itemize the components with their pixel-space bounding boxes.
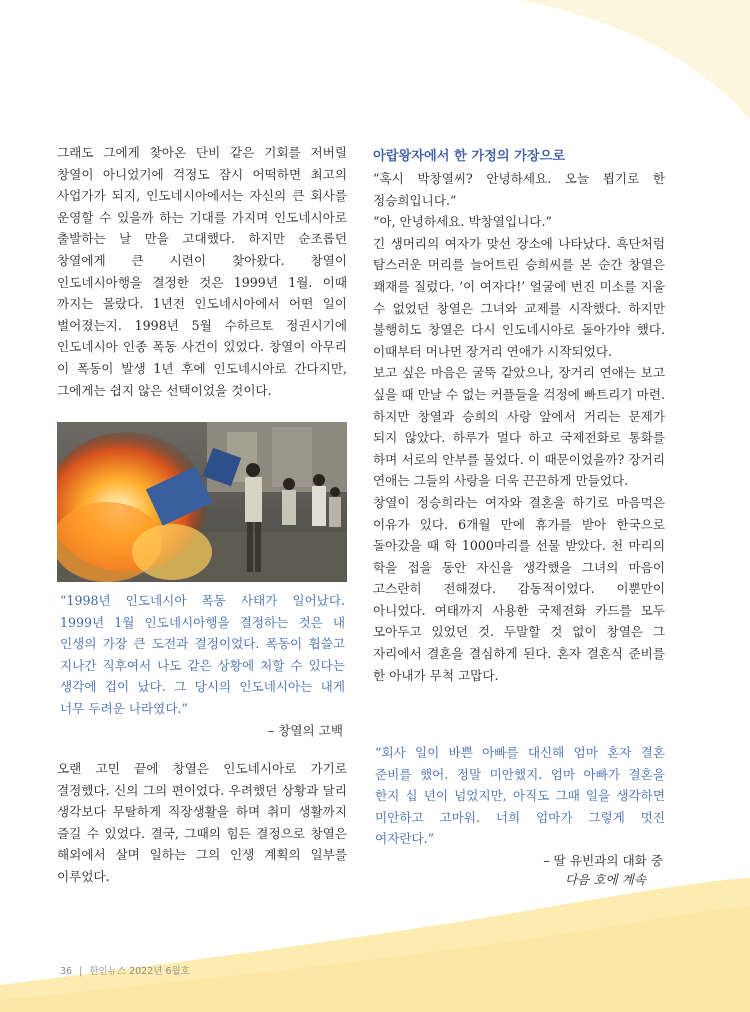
continued-note: 다음 호에 계속 (565, 872, 646, 887)
riot-photo (57, 422, 347, 582)
right-paragraph: “아, 안녕하세요. 박창열입니다.” (373, 214, 552, 230)
riot-photo-illustration (57, 422, 347, 582)
right-paragraph: “혹시 박창열씨? 안녕하세요. 오늘 뵙기로 한 정승희입니다.” (373, 171, 665, 208)
right-quote: “회사 일이 바쁜 아빠를 대신해 엄마 혼자 결혼 준비를 했어. 정말 미안했지. 엄마 아빠가 결혼을 한지 십 년이 넘었지만, 아직도 그때 일을 생각하면 미안하고 고마워. 너희 엄마가 그렇게 멋진 여자란다.” (375, 745, 665, 847)
left-lower-column (57, 758, 347, 888)
left-quote: “1998년 인도네시아 폭동 사태가 일어났다. 1999년 1월 인도네시아행을 결정하는 것은 내 인생의 가장 큰 도전과 결정이었다. 폭동이 휩쓸고 지나간 직후여서 나도 같은 상황에 처할 수 있다는 생각에 겁이 났다. 그 당시의 인도네시아는 내게 너무 두려운 나라였다.” (60, 593, 345, 716)
page-number: 36 (60, 966, 73, 977)
right-quote-attribution: – 딸 유빈과의 대화 중 (543, 852, 663, 868)
right-paragraph: 창열이 정승희라는 여자와 결혼을 하기로 마음먹은 이유가 있다. 6개월 만에 휴가를 받아 한국으로 돌아갔을 때 학 1000마리를 선물 받았다. 천 마리의 학을 접을 동안 자신을 생각했을 그녀의 마음이 고스란히 전해졌다. 감동적이었다. 이뿐만이 아니었다. 여태까지 사용한 국제전화 카드를 모두 모아두고 있었던 것. 두말할 것 없이 창열은 그 자리에서 결혼을 결심하게 된다. 혼자 결혼식 준비를 한 아내가 무척 고맙다. (373, 494, 665, 683)
right-paragraph: 긴 생머리의 여자가 맞선 장소에 나타났다. 흑단처럼 탐스러운 머리를 늘어트린 승희씨를 본 순간 창열은 꽤재를 질렀다. ‘이 여자다!’ 얼굴에 번진 미소를 지울 수 없었던 창열은 그녀와 교제를 시작했다. 하지만 불행히도 창열은 다시 인도네시아로 돌아가야 했다. 이때부터 머나먼 장거리 연애가 시작되었다. (373, 235, 665, 359)
footer-separator: | (79, 966, 83, 977)
right-column (373, 145, 665, 686)
section-title: 아랍왕자에서 한 가정의 가장으로 (373, 149, 566, 164)
left-quote-block (60, 590, 345, 741)
right-quote-block (375, 742, 665, 872)
right-paragraph: 보고 싶은 마음은 굴뚝 같았으나, 장거리 연애는 보고 싶을 때 만날 수 없는 커플들을 걱정에 빠트리기 마련. 하지만 창열과 승희의 사랑 앞에서 거리는 문제가 되지 않았다. 하루가 멀다 하고 국제전화로 통화를 하며 서로의 안부를 물었다. 이 때문이었을까? 장거리 연애는 그들의 사랑을 더욱 끈끈하게 만들었다. (373, 365, 665, 489)
left-column (57, 142, 347, 401)
page-footer (60, 963, 194, 977)
left-quote-attribution: – 창열의 고백 (267, 722, 343, 738)
top-corner-swash (520, 0, 750, 120)
closing-paragraph: 오랜 고민 끝에 창열은 인도네시아로 가기로 결정했다. 신의 그의 편이었다. 우려했던 상황과 달리 생각보다 무탈하게 직장생활을 하며 취미 생활까지 즐길 수 있었다. 결국, 그때의 힘든 결정으로 창열은 해외에서 살며 일하는 그의 인생 계획의 일부를 이루었다. (57, 761, 347, 884)
publication-name: 한인뉴스 2022년 6월호 (89, 966, 190, 977)
intro-paragraph: 그래도 그에게 찾아온 단비 같은 기회를 저버릴 창열이 아니었기에 걱정도 잠시 어떡하면 최고의 사업가가 되지, 인도네시아에서는 자신의 큰 회사를 운영할 수 있을까 하는 기대를 가지며 인도네시아로 출발하는 날 만을 고대했다. 하지만 순조롭던 창열에게 큰 시련이 찾아왔다. 창열이 인도네시아행을 결정한 것은 1999년 1월. 이때 까지는 몰랐다. 1년전 인도네시아에서 어떤 일이 벌어졌는지. 1998년 5월 수하르토 정권시기에 인도네시아 인종 폭동 사건이 있었다. 창열이 아무리 이 폭동이 발생 1년 후에 인도네시아로 간다지만, 그에게는 쉽지 않은 선택이었을 것이다. (57, 145, 347, 398)
